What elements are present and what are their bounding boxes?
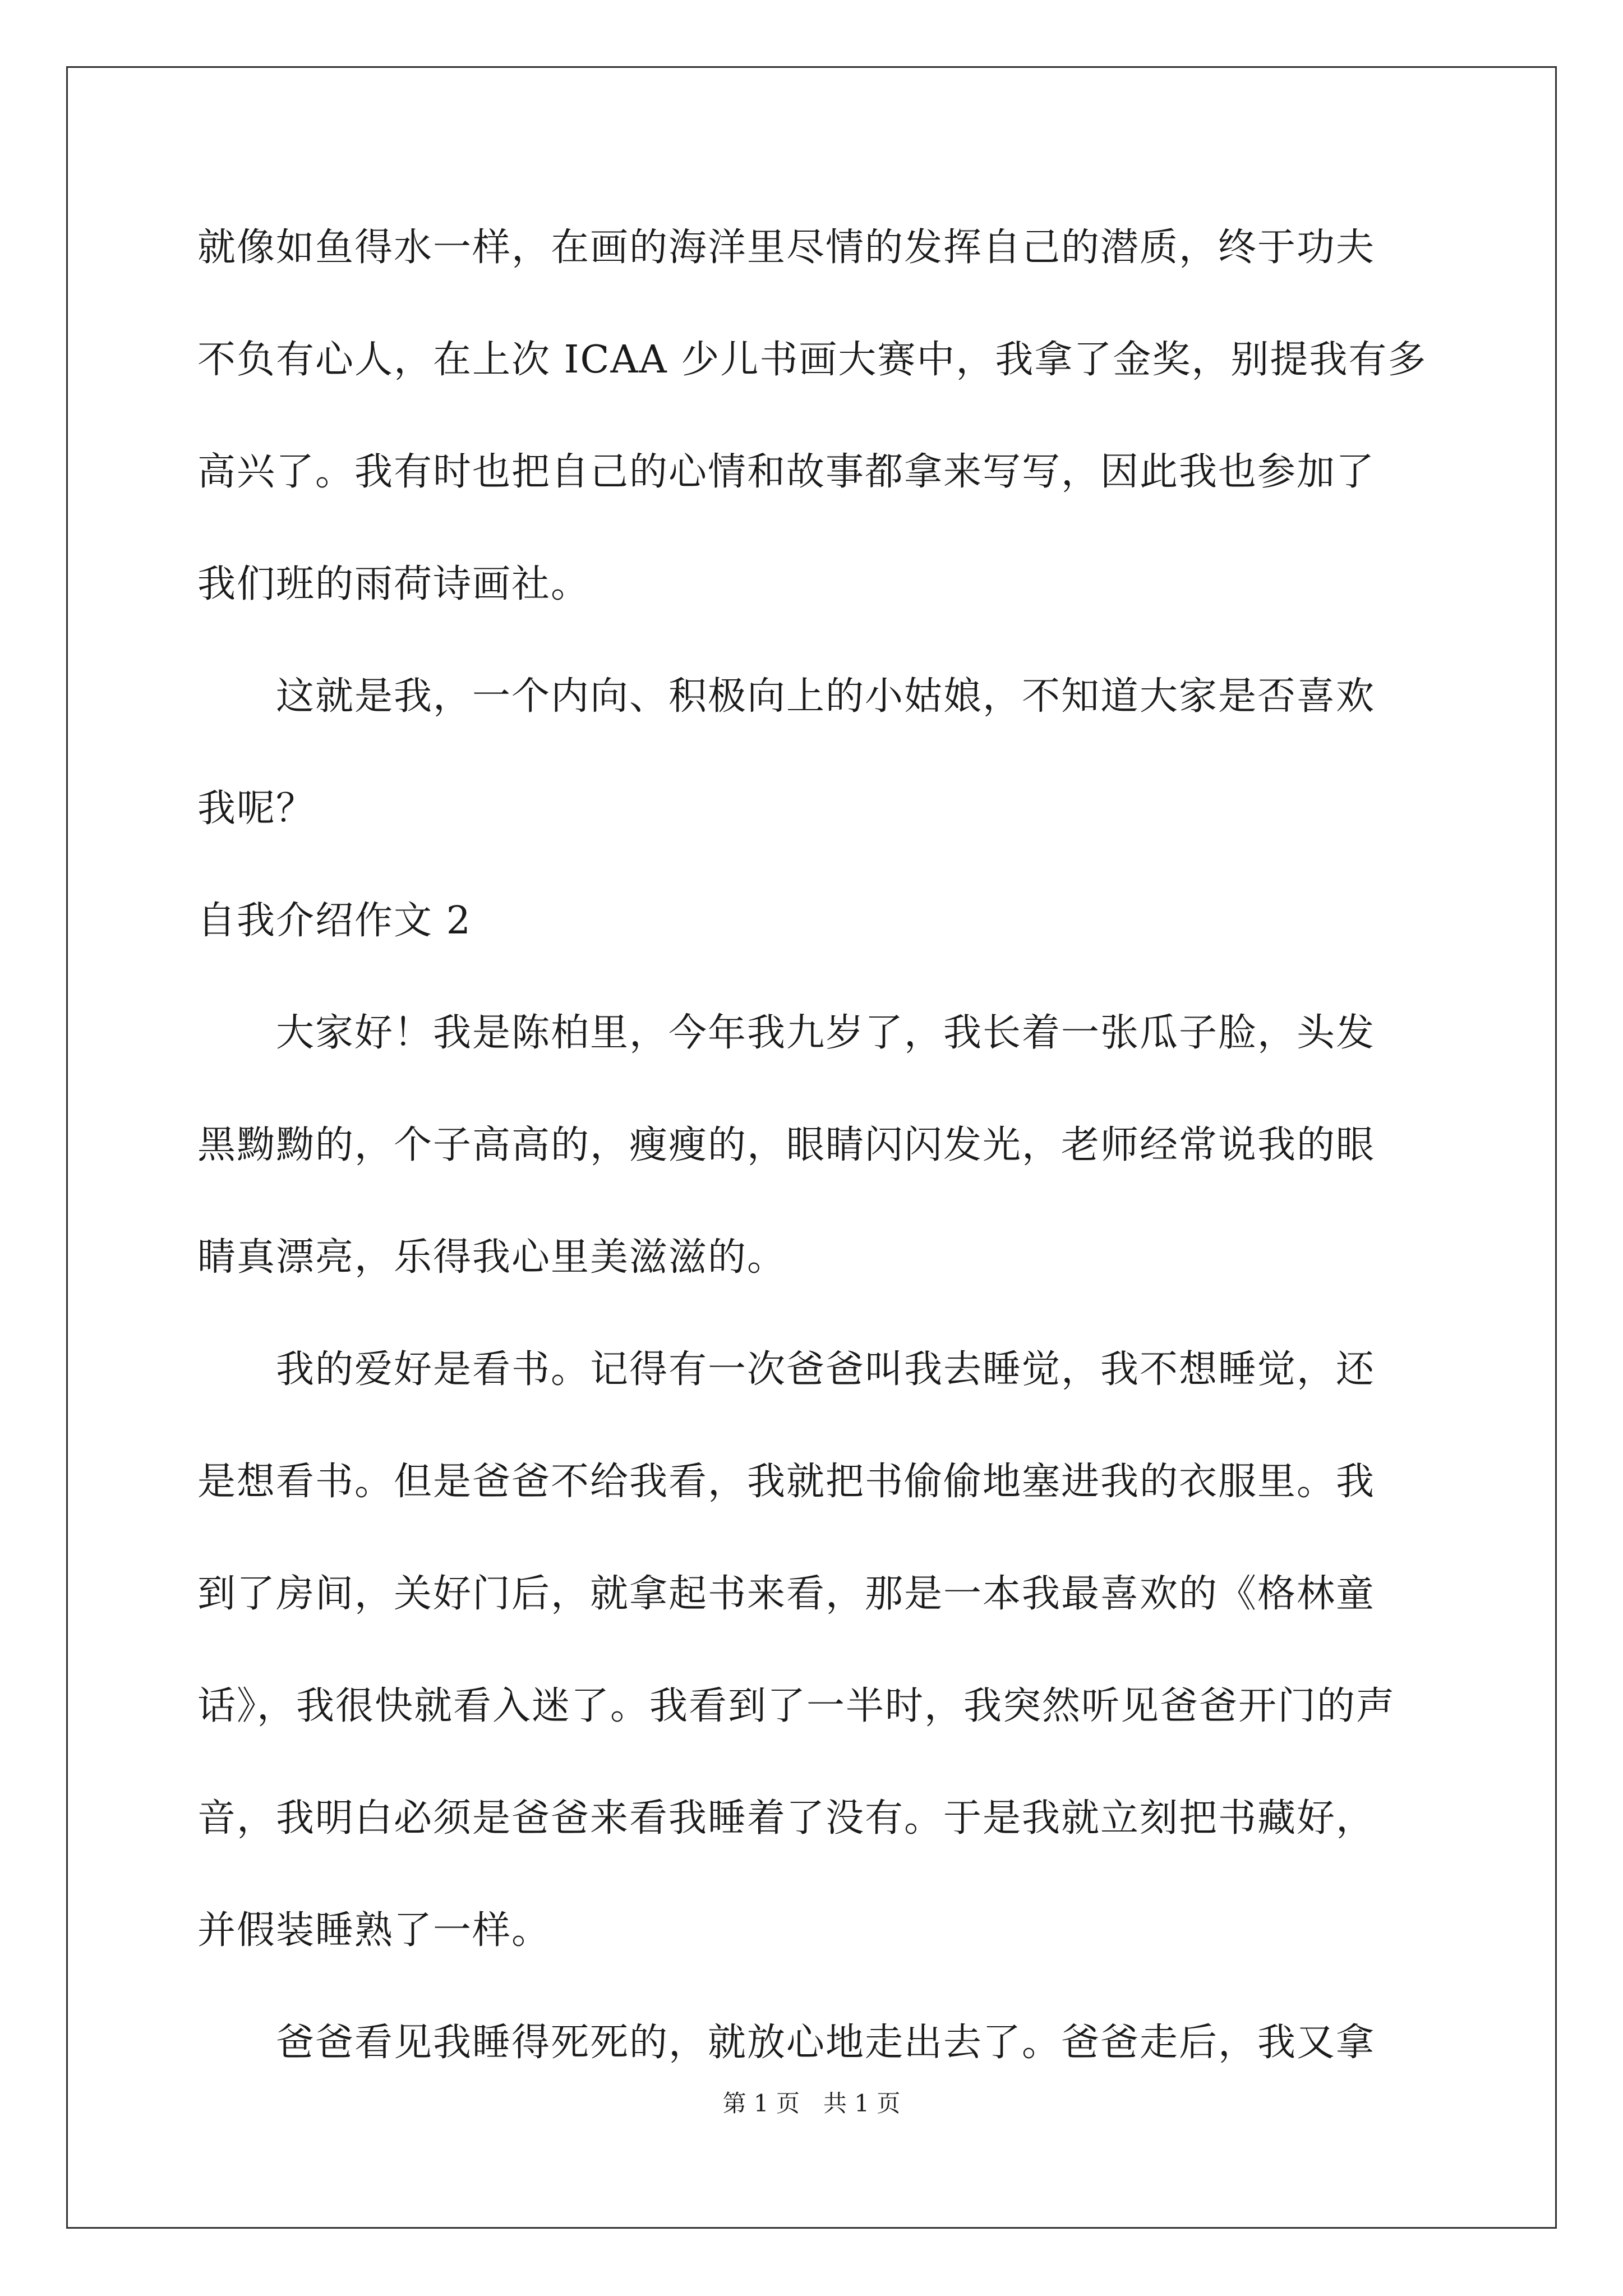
text-line: 到了房间，关好门后，就拿起书来看，那是一本我最喜欢的《格林童 — [197, 1572, 1376, 1616]
text-line: 黑黝黝的，个子高高的，瘦瘦的，眼睛闪闪发光，老师经常说我的眼 — [197, 1123, 1376, 1167]
text-line: 音，我明白必须是爸爸来看我睡着了没有。于是我就立刻把书藏好， — [197, 1796, 1376, 1841]
text-line: 大家好！我是陈柏里，今年我九岁了，我长着一张瓜子脸，头发 — [197, 1011, 1376, 1055]
text-line: 睛真漂亮，乐得我心里美滋滋的。 — [197, 1235, 787, 1280]
text-line: 爸爸看见我睡得死死的，就放心地走出去了。爸爸走后，我又拿 — [197, 2021, 1376, 2065]
text-line: 我呢？ — [197, 786, 316, 831]
text-line: 并假装睡熟了一样。 — [197, 1908, 551, 1953]
text-line: 高兴了。我有时也把自己的心情和故事都拿来写写，因此我也参加了 — [197, 450, 1376, 494]
text-line: 就像如鱼得水一样，在画的海洋里尽情的发挥自己的潜质，终于功夫 — [197, 226, 1376, 270]
text-line: 不负有心人，在上次 ICAA 少儿书画大赛中，我拿了金奖，别提我有多 — [197, 338, 1427, 382]
text-line: 这就是我，一个内向、积极向上的小姑娘，不知道大家是否喜欢 — [197, 674, 1376, 719]
text-line: 我们班的雨荷诗画社。 — [197, 562, 591, 606]
text-line: 我的爱好是看书。记得有一次爸爸叫我去睡觉，我不想睡觉，还 — [197, 1347, 1376, 1392]
text-line: 话》，我很快就看入迷了。我看到了一半时，我突然听见爸爸开门的声 — [197, 1684, 1396, 1728]
page-footer: 第 1 页 共 1 页 — [722, 2090, 901, 2117]
text-line: 是想看书。但是爸爸不给我看，我就把书偷偷地塞进我的衣服里。我 — [197, 1460, 1376, 1504]
section-heading: 自我介绍作文 2 — [197, 899, 472, 943]
